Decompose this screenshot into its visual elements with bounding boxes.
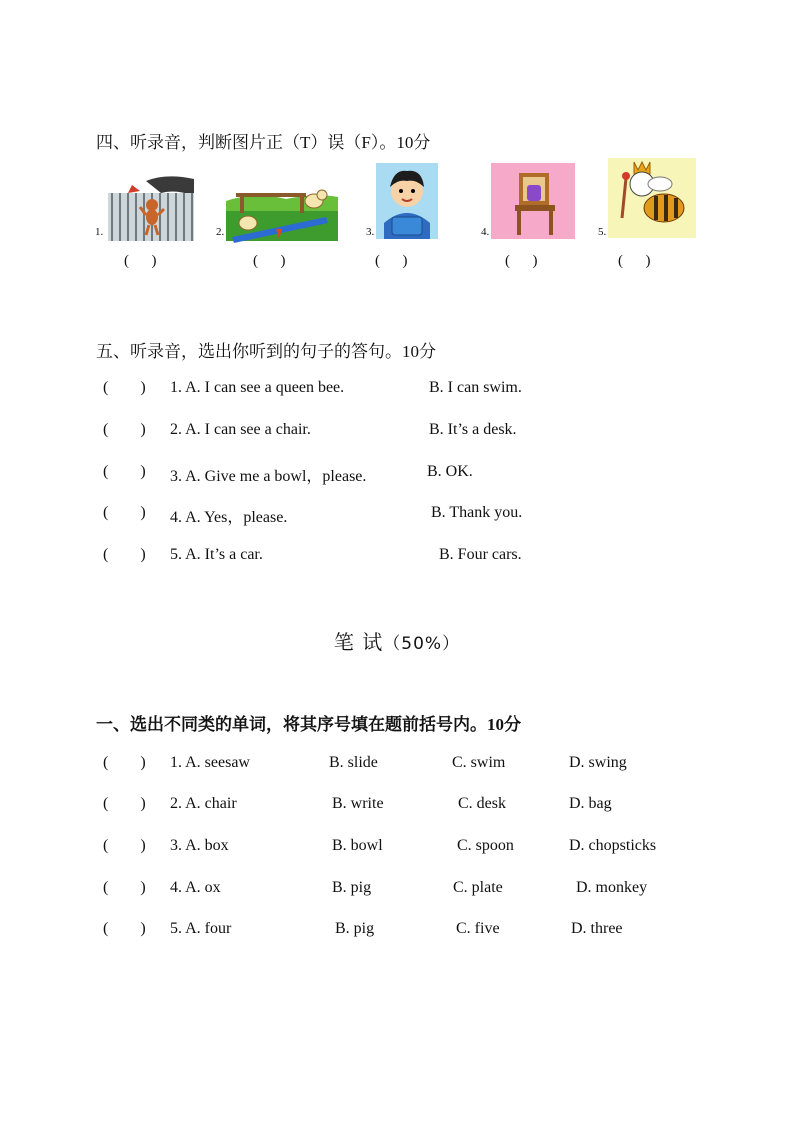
picture-number: 2. xyxy=(216,226,225,238)
question-row xyxy=(0,754,794,776)
question-row xyxy=(0,504,794,526)
answer-blank[interactable]: ( ) xyxy=(618,253,651,269)
option-b: B. Thank you. xyxy=(431,504,523,521)
option-c: C. spoon xyxy=(457,837,514,854)
picture-number: 1. xyxy=(95,226,104,238)
answer-blank[interactable]: ( ) xyxy=(505,253,538,269)
section4-heading: 四、听录音，判断图片正（T）误（F）。10分 xyxy=(96,133,431,152)
option-a: 3. A. box xyxy=(170,837,229,854)
written-percent: （50%） xyxy=(383,634,461,654)
option-a: 5. A. It’s a car. xyxy=(170,546,263,563)
section5-heading: 五、听录音，选出你听到的句子的答句。10分 xyxy=(96,342,436,361)
queen-bee-picture xyxy=(608,158,696,238)
option-b: B. write xyxy=(332,795,384,812)
answer-blank[interactable]: ( ) xyxy=(253,253,286,269)
option-d: D. bag xyxy=(569,795,612,812)
question-row xyxy=(0,920,794,942)
option-b: B. It’s a desk. xyxy=(429,421,517,438)
question-row xyxy=(0,379,794,401)
bag-on-chair-picture xyxy=(491,163,575,239)
answer-blank[interactable]: ( ) xyxy=(103,837,146,854)
option-c: C. swim xyxy=(452,754,506,771)
option-d: D. chopsticks xyxy=(569,837,657,854)
part1-heading: 一、选出不同类的单词，将其序号填在题前括号内。10分 xyxy=(96,715,521,734)
option-b: B. bowl xyxy=(332,837,383,854)
boy-with-bag-picture xyxy=(376,163,438,239)
question-row xyxy=(0,546,794,568)
written-test-title xyxy=(0,626,794,655)
option-b: B. Four cars. xyxy=(439,546,522,563)
question-row xyxy=(0,421,794,443)
answer-blank[interactable]: ( ) xyxy=(103,504,146,521)
option-a: 2. A. I can see a chair. xyxy=(170,421,311,438)
option-b: B. pig xyxy=(335,920,375,937)
answer-blank[interactable]: ( ) xyxy=(103,920,146,937)
answer-blank[interactable]: ( ) xyxy=(124,253,157,269)
option-c: C. desk xyxy=(458,795,506,812)
written-title-text: 笔 试 xyxy=(333,630,384,654)
answer-blank[interactable]: ( ) xyxy=(103,546,146,563)
question-row xyxy=(0,837,794,859)
picture-number: 4. xyxy=(481,226,490,238)
option-a: 1. A. I can see a queen bee. xyxy=(170,379,345,396)
option-b: B. pig xyxy=(332,879,372,896)
option-a: 5. A. four xyxy=(170,920,232,937)
option-d: D. monkey xyxy=(576,879,648,896)
option-b: B. I can swim. xyxy=(429,379,522,396)
option-a: 4. A. Yes，please. xyxy=(170,509,288,526)
option-b: B. slide xyxy=(329,754,378,771)
option-a: 3. A. Give me a bowl，please. xyxy=(170,468,367,485)
answer-blank[interactable]: ( ) xyxy=(103,463,146,480)
answer-blank[interactable]: ( ) xyxy=(103,421,146,438)
monkey-in-cage-picture xyxy=(106,168,194,244)
option-c: C. plate xyxy=(453,879,503,896)
dogs-on-seesaw-picture xyxy=(226,168,338,244)
option-a: 1. A. seesaw xyxy=(170,754,250,771)
answer-blank[interactable]: ( ) xyxy=(375,253,408,269)
picture-number: 5. xyxy=(598,226,607,238)
picture-number: 3. xyxy=(366,226,375,238)
option-b: B. OK. xyxy=(427,463,473,480)
option-c: C. five xyxy=(456,920,500,937)
answer-blank[interactable]: ( ) xyxy=(103,795,146,812)
option-d: D. swing xyxy=(569,754,627,771)
answer-blank[interactable]: ( ) xyxy=(103,754,146,771)
option-a: 4. A. ox xyxy=(170,879,221,896)
question-row xyxy=(0,879,794,901)
question-row xyxy=(0,463,794,485)
option-a: 2. A. chair xyxy=(170,795,237,812)
option-d: D. three xyxy=(571,920,623,937)
question-row xyxy=(0,795,794,817)
answer-blank[interactable]: ( ) xyxy=(103,879,146,896)
answer-blank[interactable]: ( ) xyxy=(103,379,146,396)
